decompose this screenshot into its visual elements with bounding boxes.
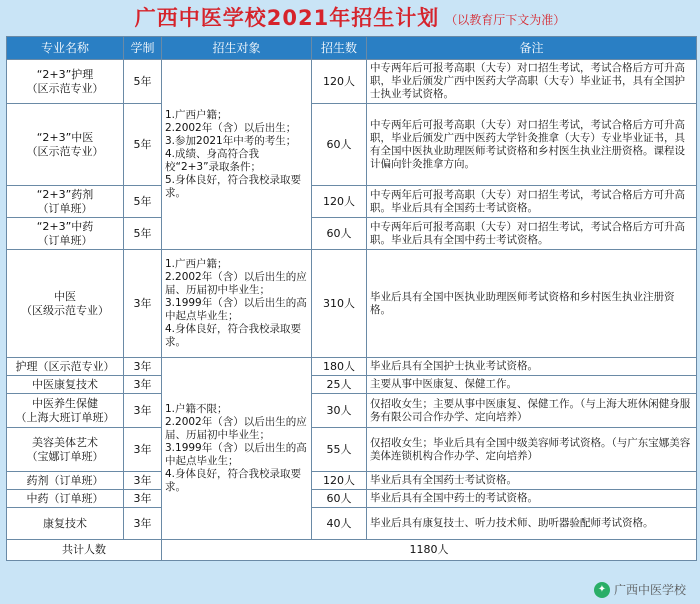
count: 120人 [312,472,367,490]
duration: 3年 [124,508,162,540]
major-name: 中医养生保健 （上海大班订单班） [7,394,124,428]
table-row [7,428,697,472]
note: 毕业后具有全国中药士的考试资格。 [367,490,697,508]
duration: 5年 [124,104,162,186]
table-row [7,490,697,508]
count: 60人 [312,490,367,508]
note: 中专两年后可报考高职（大专）对口招生考试，考试合格后方可升高职。毕业后具有全国中药士考试资格。 [367,218,697,250]
col-header-count: 招生数 [312,37,367,60]
count: 40人 [312,508,367,540]
table-row [7,250,697,358]
count: 60人 [312,218,367,250]
col-header-duration: 学制 [124,37,162,60]
wechat-icon: ✦ [594,582,610,598]
duration: 5年 [124,218,162,250]
major-name: 美容美体艺术 （宝娜订单班） [7,428,124,472]
duration: 5年 [124,60,162,104]
count: 310人 [312,250,367,358]
note: 毕业后具有全国中医执业助理医师考试资格和乡村医生执业注册资格。 [367,250,697,358]
note: 毕业后具有全国药士考试资格。 [367,472,697,490]
note: 仅招收女生；主要从事中医康复、保健工作。（与上海大班休闲健身服务有限公司合作办学、定向培养） [367,394,697,428]
duration: 3年 [124,376,162,394]
page-title: 广西中医学校2021年招生计划 [134,6,440,30]
duration: 5年 [124,186,162,218]
major-name: 中药（订单班） [7,490,124,508]
count: 120人 [312,186,367,218]
note: 中专两年后可报考高职（大专）对口招生考试，考试合格后方可升高职，毕业后颁发广西中医药大学高职（大专）毕业证书，具有全国护士执业考试资格。 [367,60,697,104]
count: 25人 [312,376,367,394]
col-header-major: 专业名称 [7,37,124,60]
target-group-2: 1.广西户籍； 2.2002年（含）以后出生的应届、历届初中毕业生； 3.1999年（含）以后出生的高中起点毕业生； 4.身体良好，符合我校录取要求。 [162,250,312,358]
table-row [7,60,697,104]
major-name: “2+3”护理 （区示范专业） [7,60,124,104]
table-row [7,472,697,490]
note: 主要从事中医康复、保健工作。 [367,376,697,394]
duration: 3年 [124,250,162,358]
table-header-row [7,37,697,60]
table-row [7,218,697,250]
count: 30人 [312,394,367,428]
table-row [7,376,697,394]
table-row [7,358,697,376]
table-row [7,186,697,218]
major-name: 药剂（订单班） [7,472,124,490]
duration: 3年 [124,472,162,490]
note: 仅招收女生；毕业后具有全国中级美容师考试资格。（与广东宝娜美容美体连锁机构合作办学、定向培养） [367,428,697,472]
target-group-3: 1.户籍不限； 2.2002年（含）以后出生的应届、历届初中毕业生； 3.1999年（含）以后出生的高中起点毕业生； 4.身体良好，符合我校录取要求。 [162,358,312,540]
total-label: 共计人数 [7,540,162,561]
table-row [7,394,697,428]
count: 55人 [312,428,367,472]
page-subtitle: （以教育厅下文为准） [445,12,566,27]
table-row [7,508,697,540]
major-name: 康复技术 [7,508,124,540]
enrollment-table [6,36,697,561]
major-name: 中医康复技术 [7,376,124,394]
major-name: 中医 （区级示范专业） [7,250,124,358]
note: 中专两年后可报考高职（大专）对口招生考试，考试合格后方可升高职。毕业后具有全国药士考试资格。 [367,186,697,218]
table-row [7,104,697,186]
title-bar [0,0,700,34]
count: 120人 [312,60,367,104]
total-value: 1180人 [162,540,697,561]
duration: 3年 [124,394,162,428]
duration: 3年 [124,490,162,508]
note: 中专两年后可报考高职（大专）对口招生考试，考试合格后方可升高职，毕业后颁发广西中医药大学针灸推拿（大专）专业毕业证书，具有全国中医执业助理医师考试资格和乡村医生执业注册资格。课程设计偏向针灸推拿方向。 [367,104,697,186]
count: 180人 [312,358,367,376]
major-name: “2+3”中药 （订单班） [7,218,124,250]
note: 毕业后具有全国护士执业考试资格。 [367,358,697,376]
watermark-text: 广西中医学校 [613,583,686,597]
major-name: “2+3”中医 （区示范专业） [7,104,124,186]
major-name: 护理（区示范专业） [7,358,124,376]
duration: 3年 [124,358,162,376]
target-group-1: 1.广西户籍； 2.2002年（含）以后出生； 3.参加2021年中考的考生； 4.成绩、身高符合我校“2+3”录取条件； 5.身体良好，符合我校录取要求。 [162,60,312,250]
major-name: “2+3”药剂 （订单班） [7,186,124,218]
col-header-target: 招生对象 [162,37,312,60]
note: 毕业后具有康复技士、听力技术师、助听器验配师考试资格。 [367,508,697,540]
watermark [594,581,686,598]
total-row [7,540,697,561]
col-header-note: 备注 [367,37,697,60]
count: 60人 [312,104,367,186]
duration: 3年 [124,428,162,472]
